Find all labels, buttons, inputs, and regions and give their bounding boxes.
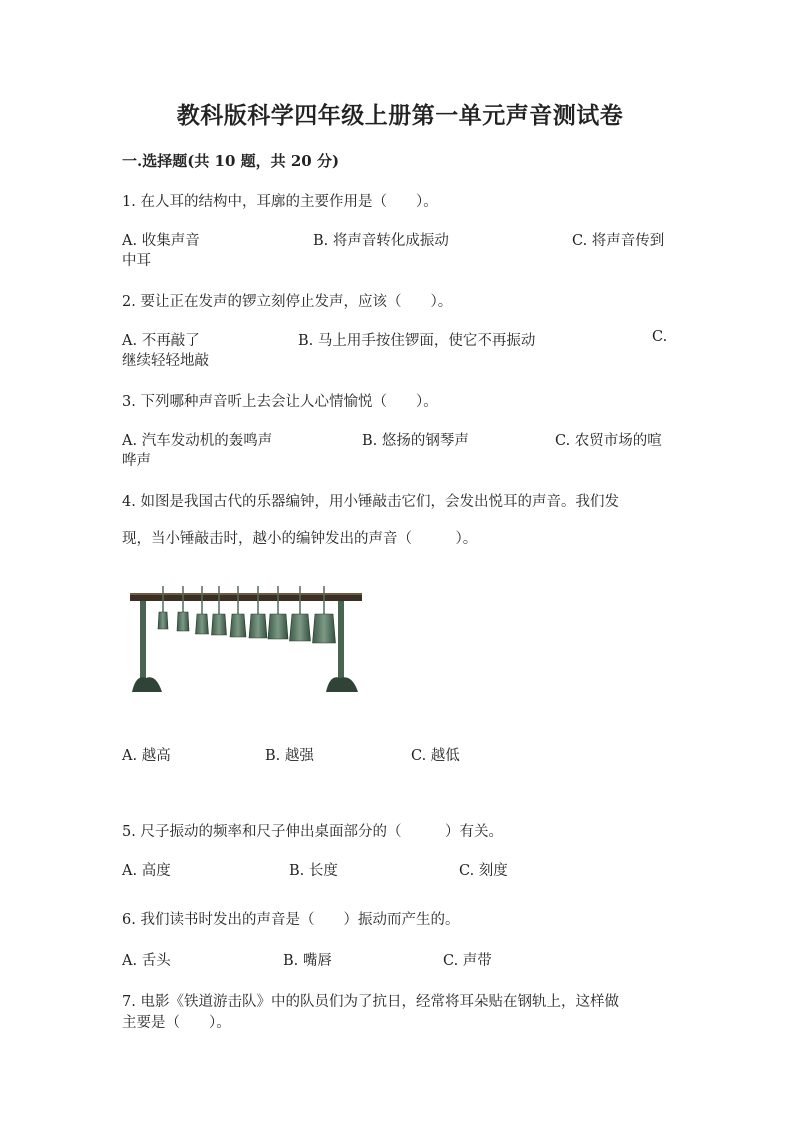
question-2-stem: 2. 要让正在发声的锣立刻停止发声，应该（ ）。 [122,294,453,310]
section-heading: 一.选择题(共 10 题，共 20 分) [122,152,340,170]
question-5-stem: 5. 尺子振动的频率和尺子伸出桌面部分的（ ）有关。 [122,824,503,840]
question-1-stem: 1. 在人耳的结构中，耳廓的主要作用是（ ）。 [122,194,438,210]
question-3-option-c[interactable]: C. 农贸市场的喧 [555,433,662,449]
question-2-option-c-wrap: 继续轻轻地敲 [122,353,209,369]
question-1-option-a[interactable]: A. 收集声音 [122,233,200,249]
question-5-option-a[interactable]: A. 高度 [122,863,171,879]
question-4-stem-line-1: 4. 如图是我国古代的乐器编钟，用小锤敲击它们，会发出悦耳的声音。我们发 [122,494,619,510]
question-2-option-b[interactable]: B. 马上用手按住锣面，使它不再振动 [298,333,536,349]
question-4-option-c[interactable]: C. 越低 [411,748,460,764]
question-3-option-c-wrap: 哗声 [122,453,151,469]
question-5-option-b[interactable]: B. 长度 [289,863,338,879]
question-1-option-c[interactable]: C. 将声音传到 [572,233,665,249]
question-2-option-a[interactable]: A. 不再敲了 [122,333,200,349]
question-4-stem-line-2: 现，当小锤敲击时，越小的编钟发出的声音（ ）。 [122,531,478,547]
question-4-option-a[interactable]: A. 越高 [122,748,171,764]
question-3-option-b[interactable]: B. 悠扬的钢琴声 [362,433,469,449]
question-7-stem-line-1: 7. 电影《铁道游击队》中的队员们为了抗日，经常将耳朵贴在钢轨上，这样做 [122,994,619,1010]
bianzhong-bells-icon [126,582,366,702]
question-2-option-c[interactable]: C. [652,329,668,345]
question-5-option-c[interactable]: C. 刻度 [459,863,508,879]
question-4-option-b[interactable]: B. 越强 [265,748,314,764]
question-7-stem-line-2: 主要是（ ）。 [122,1015,231,1031]
question-3-option-a[interactable]: A. 汽车发动机的轰鸣声 [122,433,273,449]
page-title: 教科版科学四年级上册第一单元声音测试卷 [176,102,624,129]
question-1-option-b[interactable]: B. 将声音转化成振动 [313,233,449,249]
question-6-option-b[interactable]: B. 嘴唇 [283,953,332,969]
question-3-stem: 3. 下列哪种声音听上去会让人心情愉悦（ ）。 [122,394,438,410]
question-6-stem: 6. 我们读书时发出的声音是（ ）振动而产生的。 [122,912,460,928]
question-1-option-c-wrap: 中耳 [122,253,151,269]
question-6-option-c[interactable]: C. 声带 [443,953,492,969]
question-6-option-a[interactable]: A. 舌头 [122,953,171,969]
